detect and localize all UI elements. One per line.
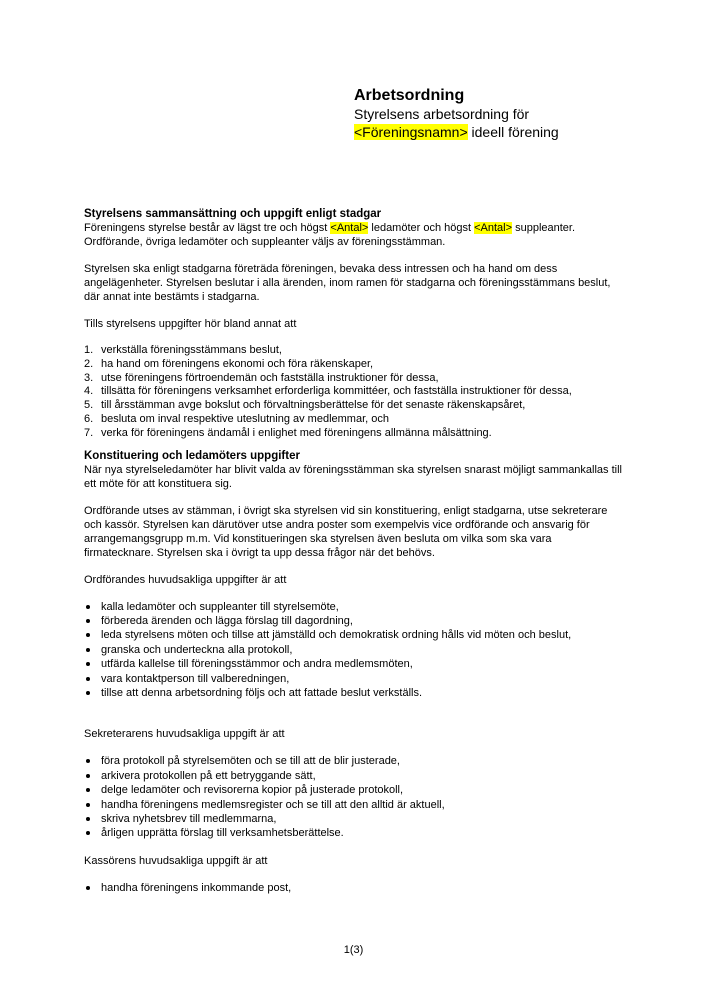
- bullet-icon: [86, 886, 90, 890]
- list-item-text: granska och underteckna alla protokoll,: [101, 643, 293, 656]
- chair-tasks-intro: Ordförandes huvudsakliga uppgifter är att: [84, 573, 287, 586]
- list-item: [84, 344, 624, 358]
- placeholder-highlight: <Antal>: [330, 222, 369, 234]
- paragraph-roles: Ordförande utses av stämman, i övrigt ska styrelsen vid sin konstituering, enligt stadgarna, utse sekreterare och kassör. Styrelsen kan därutöver utse andra poster som exempelvis vice ordförande och ansvarig för arrangemangsgrupp m.m. Vid konstitueringen ska styrelsen även besluta om vilka som ska vara firmatecknare. Styrelsen ska i övrigt ta upp dessa frågor när det behövs.: [84, 504, 608, 559]
- bullet-icon: [86, 633, 90, 637]
- list-item: [84, 413, 624, 427]
- list-item: [84, 372, 624, 386]
- paragraph-election: Ordförande, övriga ledamöter och suppleanter väljs av föreningsstämman.: [84, 236, 446, 248]
- text-span: suppleanter.: [512, 222, 576, 234]
- bullet-icon: [86, 648, 90, 652]
- secretary-task-list: [84, 754, 624, 840]
- chair-task-list: [84, 600, 624, 701]
- list-item-text: förbereda ärenden och lägga förslag till dagordning,: [101, 614, 353, 627]
- bullet-icon: [86, 677, 90, 681]
- document-subtitle-line1: Styrelsens arbetsordning för: [354, 106, 530, 122]
- document-subtitle-line2: [354, 123, 694, 141]
- list-item: [84, 881, 624, 895]
- bullet-icon: [86, 831, 90, 835]
- list-item: [84, 812, 624, 826]
- list-item: [84, 643, 624, 657]
- treasurer-tasks-intro: Kassörens huvudsakliga uppgift är att: [84, 854, 268, 867]
- list-item-text: tillse att denna arbetsordning följs och att fattade beslut verkställs.: [101, 687, 423, 700]
- list-item: [84, 614, 624, 628]
- bullet-icon: [86, 691, 90, 695]
- bullet-icon: [86, 774, 90, 778]
- list-item-text: kalla ledamöter och suppleanter till styrelsemöte,: [101, 600, 339, 613]
- list-item: [84, 798, 624, 812]
- section-heading-constitution: Konstituering och ledamöters uppgifter: [84, 449, 300, 462]
- list-number: 7.: [84, 426, 94, 439]
- list-item-text: vara kontaktperson till valberedningen,: [101, 672, 290, 685]
- bullet-icon: [86, 662, 90, 666]
- list-item-text: verka för föreningens ändamål i enlighet med föreningens allmänna målsättning.: [101, 426, 492, 439]
- list-item-text: handha föreningens medlemsregister och se till att den alltid är aktuell,: [101, 798, 445, 811]
- list-item: [84, 600, 624, 614]
- placeholder-highlight: <Antal>: [474, 222, 513, 234]
- list-item-text: leda styrelsens möten och tillse att jämställd och demokratisk ordning hålls vid möten och beslut,: [101, 629, 572, 642]
- list-item: [84, 657, 624, 671]
- list-number: 1.: [84, 344, 94, 356]
- document-body: [84, 207, 624, 895]
- bullet-icon: [86, 759, 90, 763]
- bullet-icon: [86, 788, 90, 792]
- paragraph-board-size: [84, 221, 624, 235]
- treasurer-task-list: [84, 881, 624, 895]
- bullet-icon: [86, 619, 90, 623]
- list-item-text: till årsstämman avge bokslut och förvaltningsberättelse för det senaste räkenskapsåret,: [101, 399, 526, 412]
- list-item-text: skriva nyhetsbrev till medlemmarna,: [101, 813, 277, 826]
- numbered-task-list: [84, 344, 624, 441]
- list-item: [84, 385, 624, 399]
- list-item-text: handha föreningens inkommande post,: [101, 881, 292, 894]
- list-item: [84, 783, 624, 797]
- title-block: [354, 86, 694, 141]
- list-item-text: föra protokoll på styrelsemöten och se till att de blir justerade,: [101, 755, 400, 768]
- list-number: 5.: [84, 399, 94, 412]
- list-item: [84, 672, 624, 686]
- bullet-icon: [86, 605, 90, 609]
- list-item: [84, 686, 624, 700]
- section-heading-composition: Styrelsens sammansättning och uppgift enligt stadgar: [84, 208, 382, 220]
- paragraph-constitution: När nya styrelseledamöter har blivit valda av föreningsstämman ska styrelsen snarast möjligt sammankallas till ett möte för att konstituera sig.: [84, 463, 622, 490]
- paragraph-board-role: Styrelsen ska enligt stadgarna företräda föreningen, bevaka dess intressen och ha hand om dess angelägenheter. Styrelsen beslutar i alla ärenden, inom ramen för stadgarna och föreningsstämmans beslut, där annat inte bestämts i stadgarna.: [84, 263, 611, 303]
- list-item-text: ha hand om föreningens ekonomi och föra räkenskaper,: [101, 357, 374, 370]
- secretary-tasks-intro: Sekreterarens huvudsakliga uppgift är att: [84, 728, 285, 741]
- list-number: 6.: [84, 412, 94, 425]
- list-number: 2.: [84, 357, 94, 370]
- list-item: [84, 358, 624, 372]
- list-item: [84, 427, 624, 441]
- list-item: [84, 769, 624, 783]
- list-item-text: tillsätta för föreningens verksamhet erforderliga kommittéer, och fastställa instruktioner för dessa,: [101, 385, 572, 398]
- bullet-icon: [86, 817, 90, 821]
- paragraph-tasks-intro: Tills styrelsens uppgifter hör bland annat att: [84, 318, 297, 330]
- list-item-text: delge ledamöter och revisorerna kopior på justerade protokoll,: [101, 784, 404, 797]
- subtitle-rest: ideell förening: [467, 124, 559, 140]
- bullet-icon: [86, 803, 90, 807]
- document-title: Arbetsordning: [354, 87, 465, 104]
- page-number: 1(3): [343, 944, 364, 956]
- list-number: 3.: [84, 371, 94, 384]
- list-item: [84, 754, 624, 768]
- list-item-text: verkställa föreningsstämmans beslut,: [101, 344, 282, 356]
- list-item-text: arkivera protokollen på ett betryggande sätt,: [101, 769, 316, 782]
- text-span: ledamöter och högst: [368, 222, 475, 234]
- list-item: [84, 628, 624, 642]
- placeholder-highlight: <Föreningsnamn>: [354, 124, 468, 140]
- list-item: [84, 399, 624, 413]
- list-item: [84, 826, 624, 840]
- list-item-text: årligen upprätta förslag till verksamhetsberättelse.: [101, 827, 344, 840]
- text-span: Föreningens styrelse består av lägst tre och högst: [84, 222, 331, 234]
- list-item-text: utse föreningens förtroendemän och fastställa instruktioner för dessa,: [101, 371, 439, 384]
- list-item-text: utfärda kallelse till föreningsstämmor och andra medlemsmöten,: [101, 658, 413, 671]
- list-item-text: besluta om inval respektive uteslutning av medlemmar, och: [101, 412, 389, 425]
- list-number: 4.: [84, 385, 94, 398]
